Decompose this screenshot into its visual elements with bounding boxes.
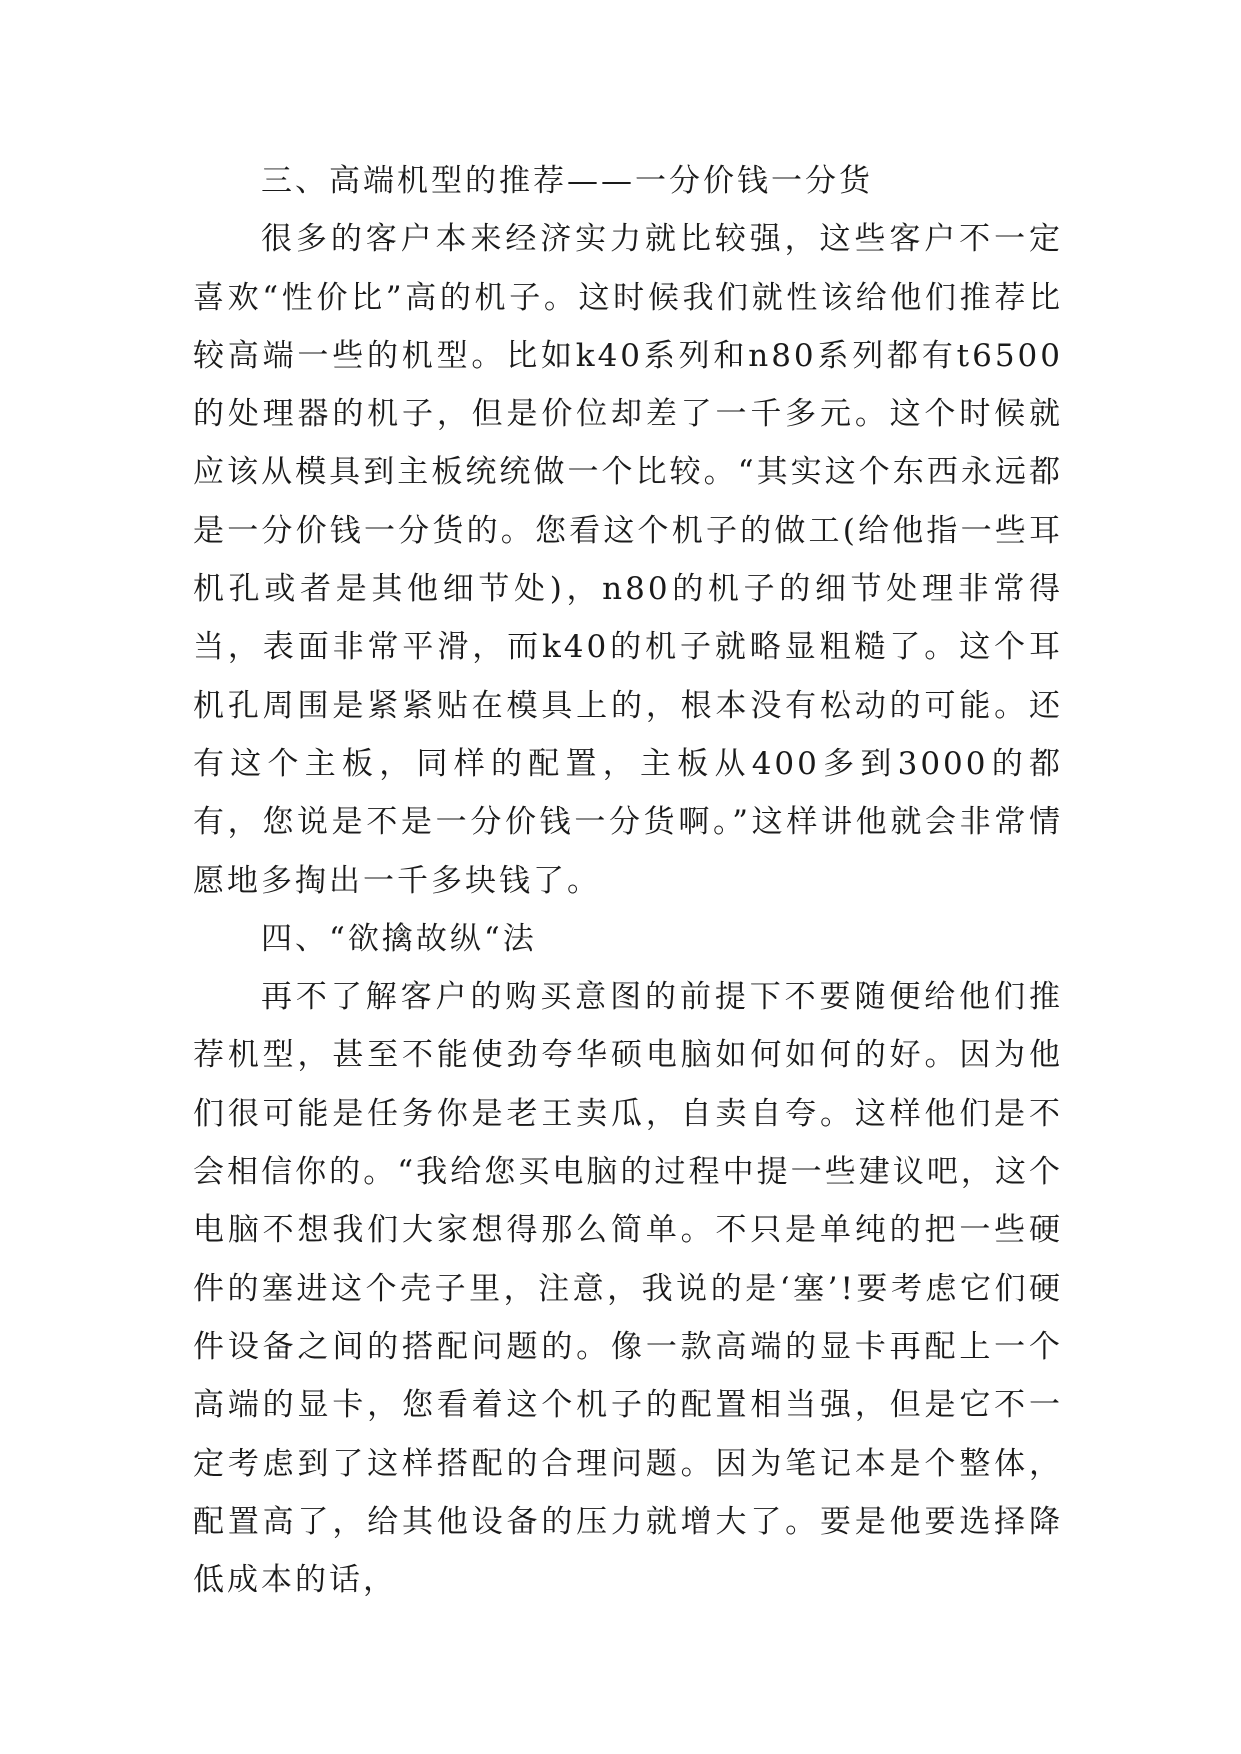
- section-heading-3: 三、高端机型的推荐——一分价钱一分货: [261, 163, 873, 199]
- paragraph-high-end-recommendation: 很多的客户本来经济实力就比较强，这些客户不一定喜欢“性价比”高的机子。这时候我们就性该给他们推荐比较高端一些的机型。比如k40系列和n80系列都有t6500的处理器的机子，但是价位却差了一千多元。这个时候就应该从模具到主板统统做一个比较。“其实这个东西永远都是一分价钱一分货的。您看这个机子的做工(给他指一些耳机孔或者是其他细节处)，n80的机子的细节处理非常得当，表面非常平滑，而k40的机子就略显粗糙了。这个耳机孔周围是紧紧贴在模具上的，根本没有松动的可能。还有这个主板，同样的配置，主板从400多到3000的都有，您说是不是一分价钱一分货啊。”这样讲他就会非常情愿地多掏出一千多块钱了。: [193, 221, 1063, 899]
- paragraph-reverse-psychology: 再不了解客户的购买意图的前提下不要随便给他们推荐机型，甚至不能使劲夸华硕电脑如何如何的好。因为他们很可能是任务你是老王卖瓜，自卖自夸。这样他们是不会相信你的。“我给您买电脑的过程中提一些建议吧，这个电脑不想我们大家想得那么简单。不只是单纯的把一些硬件的塞进这个壳子里，注意，我说的是‘塞’!要考虑它们硬件设备之间的搭配问题的。像一款高端的显卡再配上一个高端的显卡，您看着这个机子的配置相当强，但是它不一定考虑到了这样搭配的合理问题。因为笔记本是个整体，配置高了，给其他设备的压力就增大了。要是他要选择降低成本的话，: [193, 979, 1063, 1599]
- document-body: [193, 152, 1063, 1609]
- section-heading-4: 四、“欲擒故纵“法: [261, 920, 537, 957]
